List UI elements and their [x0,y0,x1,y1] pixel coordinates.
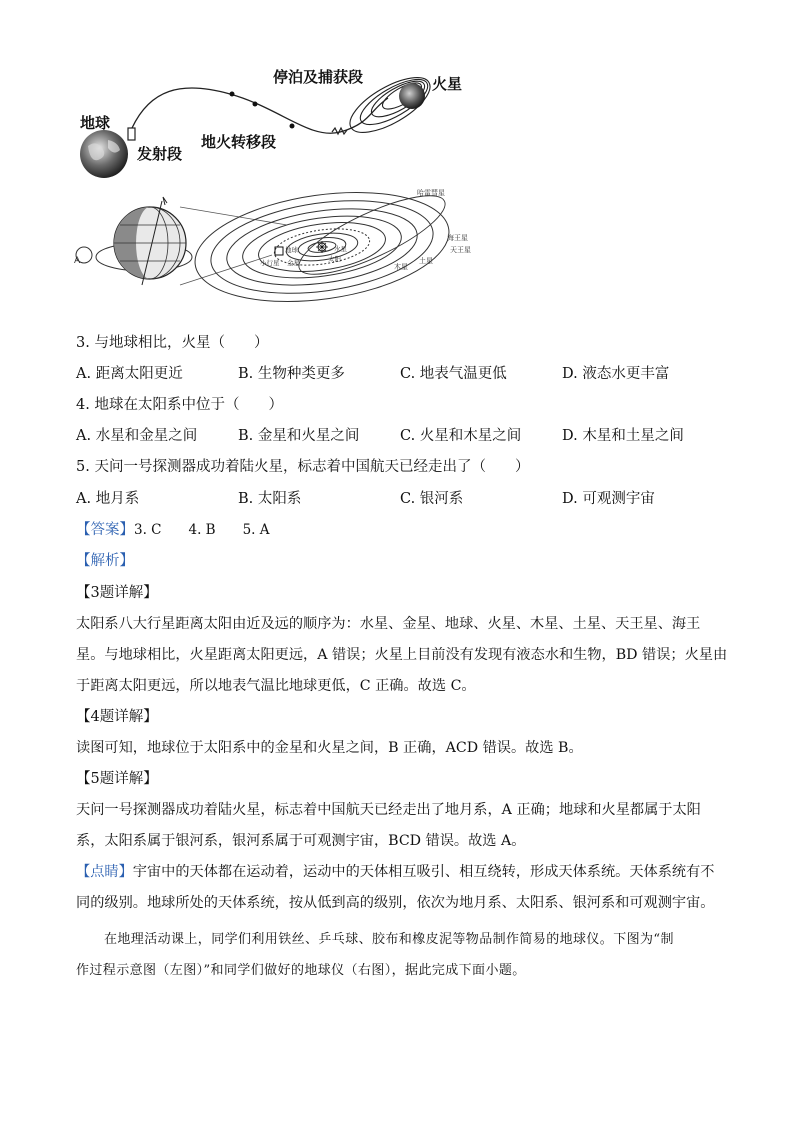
label-uranus: 天王星 [450,246,471,254]
detail-3-line-1: 太阳系八大行星距离太阳由近及远的顺序为：水星、金星、地球、火星、木星、土星、天王星、海王 [76,616,701,632]
label-asteroid: 小行星 [260,259,280,267]
q4-option-d: D. 木星和土星之间 [562,428,684,444]
tip-line-2: 同的级别。地球所处的天体系统，按从低到高的级别，依次为地月系、太阳系、银河系和可观测宇宙。 [76,895,715,911]
question-4-stem: 4. 地球在太阳系中位于（ ） [76,397,283,413]
figure-solar-system [72,185,502,330]
label-transfer-stage: 地火转移段 [201,133,277,151]
q4-option-c: C. 火星和木星之间 [400,428,522,444]
analysis-tag: 【解析】 [76,553,134,569]
label-neptune: 海王星 [447,234,468,242]
answer-line [76,520,270,540]
answer-tag: 【答案】 [76,522,134,538]
q4-option-b: B. 金星和火星之间 [238,428,360,444]
answer-text: 3. C 4. B 5. A [134,522,270,538]
label-sun: 太阳 [328,255,341,263]
q3-option-b: B. 生物种类更多 [238,366,345,382]
label-jupiter: 木星 [394,263,408,271]
tip-tag: 【点睛】 [76,864,133,880]
q4-option-a: A. 水星和金星之间 [76,428,198,444]
label-saturn: 土星 [419,257,433,265]
q3-option-c: C. 地表气温更低 [400,366,507,382]
q5-option-d: D. 可观测宇宙 [562,491,655,507]
detail-3-line-3: 于距离太阳更远，所以地表气温比地球更低，C 正确。故选 C。 [76,678,476,694]
label-launch-stage: 发射段 [137,145,183,163]
detail-4-line-1: 读图可知，地球位于太阳系中的金星和火星之间，B 正确，ACD 错误。故选 B。 [76,740,583,756]
detail-5-tag: 【5题详解】 [76,771,158,787]
q3-option-a: A. 距离太阳更近 [76,366,183,382]
label-venus: 金星 [287,259,300,267]
label-mercury: 水星 [334,245,347,253]
intro-line-2: 作过程示意图（左图）”和同学们做好的地球仪（右图），据此完成下面小题。 [76,963,526,978]
q5-option-c: C. 银河系 [400,491,464,507]
label-point-a: A [74,256,81,266]
detail-3-tag: 【3题详解】 [76,585,158,601]
label-parking-stage: 停泊及捕获段 [273,68,364,86]
label-earth-small: 地球 [285,246,298,254]
mars-globe [399,83,425,109]
detail-5-line-1: 天问一号探测器成功着陆火星，标志着中国航天已经走出了地月系，A 正确；地球和火星都属于太阳 [76,802,701,818]
tip-line-1: 【点睛】宇宙中的天体都在运动着，运动中的天体相互吸引、相互绕转，形成天体系统。天体系统有不 [76,864,715,880]
label-mars: 火星 [432,75,463,93]
question-5-stem: 5. 天问一号探测器成功着陆火星，标志着中国航天已经走出了（ ） [76,459,530,475]
label-halley: 哈雷彗星 [417,189,445,197]
question-3-stem: 3. 与地球相比，火星（ ） [76,335,269,351]
intro-line-1: 在地理活动课上，同学们利用铁丝、乒乓球、胶布和橡皮泥等物品制作简易的地球仪。下图为“制 [104,932,674,947]
q3-option-d: D. 液态水更丰富 [562,366,670,382]
transfer-trajectory [132,88,388,133]
detail-5-line-2: 系，太阳系属于银河系，银河系属于可观测宇宙，BCD 错误。故选 A。 [76,833,526,849]
q5-option-a: A. 地月系 [76,491,140,507]
q5-option-b: B. 太阳系 [238,491,302,507]
detail-4-tag: 【4题详解】 [76,709,158,725]
label-earth: 地球 [80,114,111,132]
detail-3-line-2: 星。与地球相比，火星距离太阳更远，A 错误；火星上目前没有发现有液态水和生物，BD 错误；火星由 [76,647,728,663]
